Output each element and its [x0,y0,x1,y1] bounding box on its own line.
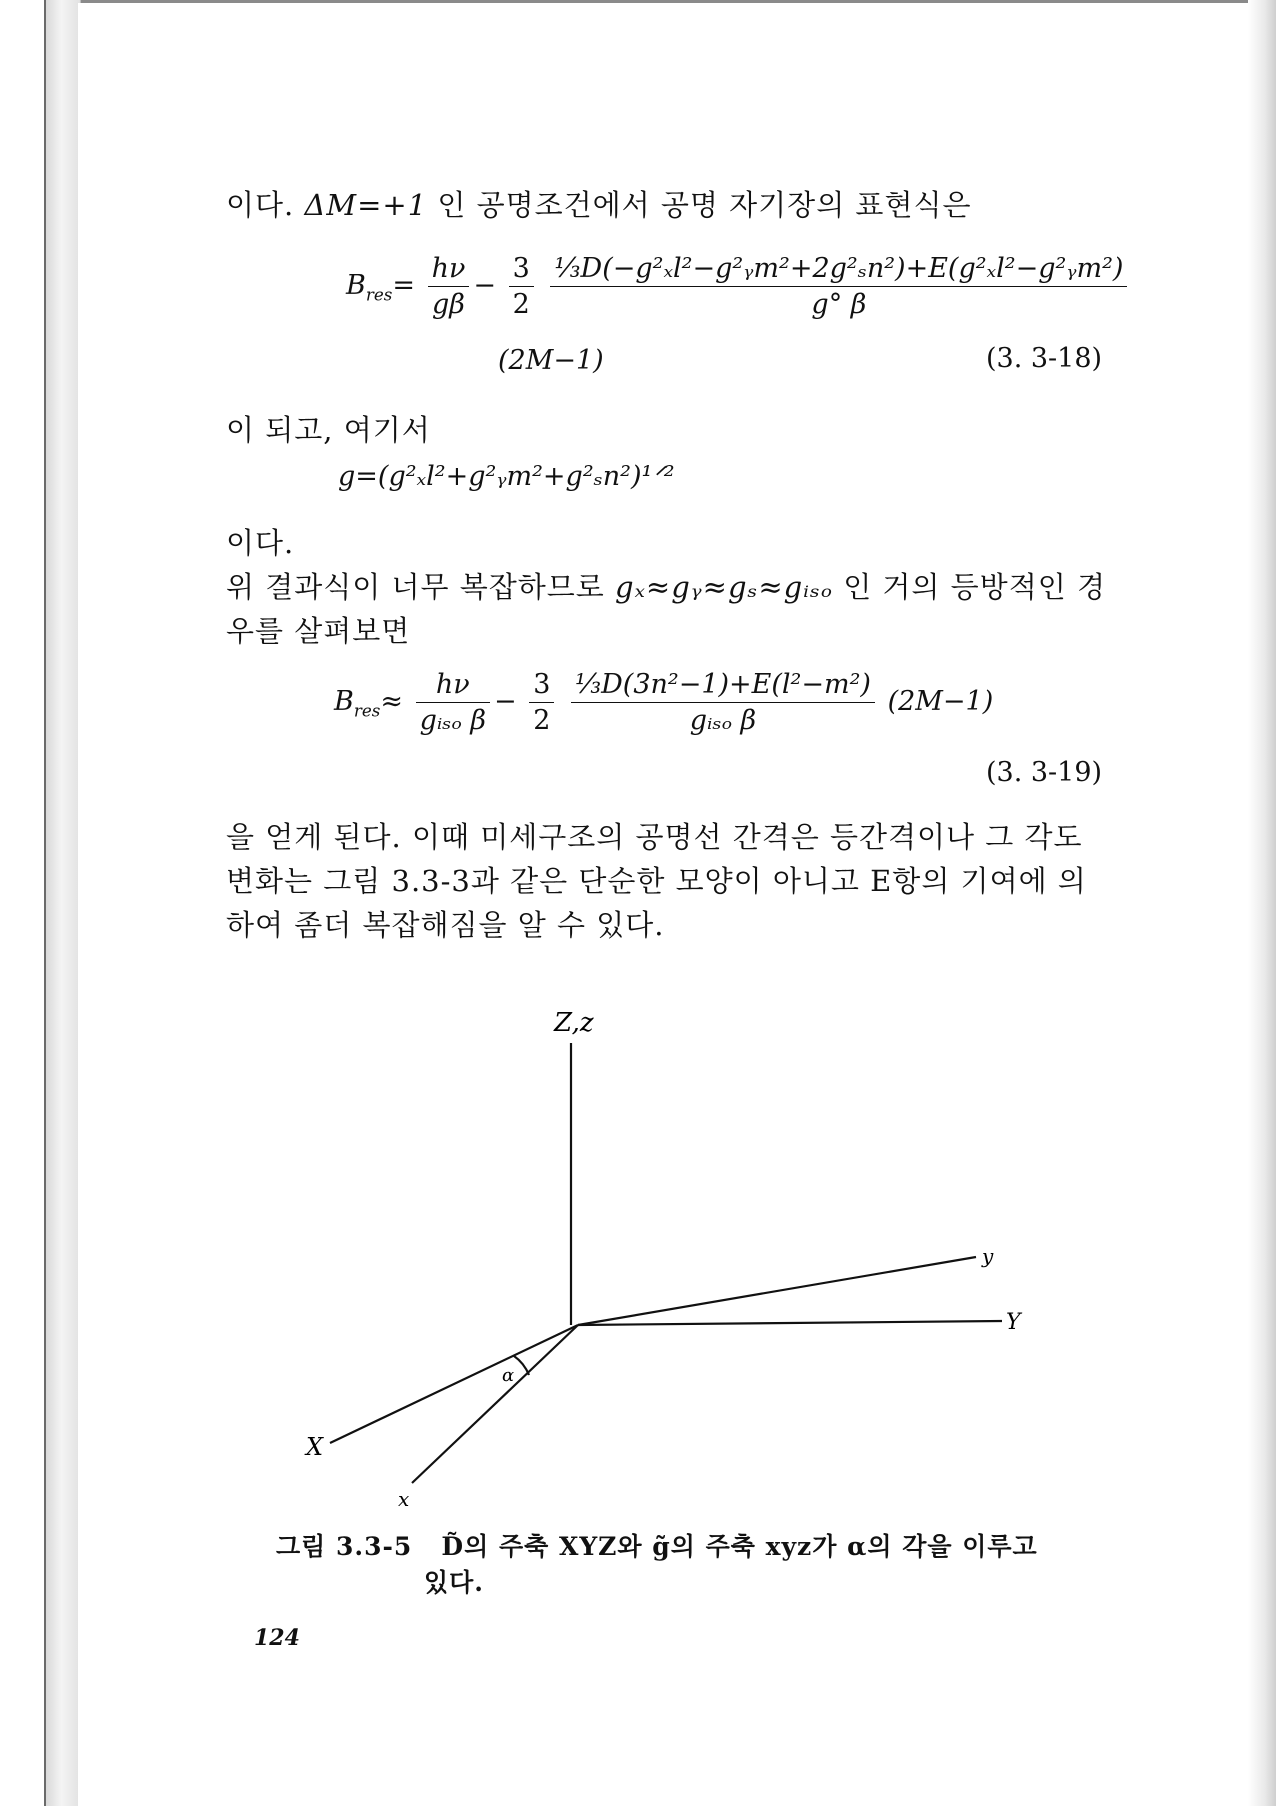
label-Y: Y [1006,1310,1021,1335]
y-axis-line [578,1257,976,1325]
page-edge-shadow [1248,0,1276,1806]
eq18-equals: = [392,270,415,301]
label-X: X [306,1433,324,1461]
paragraph-line-3: 하여 좀더 복잡해짐을 알 수 있다. [226,908,665,942]
text-line-4-b: 인 거의 등방적인 경 [843,570,1106,604]
text-line-1-start: 이다. [226,188,295,222]
eq18-number: (3. 3-18) [986,343,1103,374]
eq18-minus: − [473,270,496,301]
figure-caption-line-2: 있다. [424,1568,485,1597]
eq18-lhs-sub: res [365,284,393,305]
eq19-number: (3. 3-19) [986,757,1103,788]
equation-g: g=(g²ₓl²+g²ᵧm²+g²ₛn²)¹ᐟ² [338,461,675,492]
eq18-frac-main: $\frac{\text{⅓D(−g²ₓl²−g²ᵧm²+2g²ₛn²)+E(g²ₓl²−g²ᵧm²)}}{g^\circ \beta}$ [550,253,1127,320]
Y-axis-line [578,1321,1002,1325]
label-alpha: α [502,1365,515,1386]
book-page [78,3,1248,1806]
isotropic-condition: gₓ≈gᵧ≈gₛ≈gᵢₛₒ [615,570,833,604]
figure-caption [276,1527,1038,1563]
label-x: x [398,1487,410,1511]
eq18-factor: (2M−1) [498,345,604,376]
figure-caption-text: D̃의 주축 XYZ와 g̃의 주축 xyz가 α의 각을 이루고 [441,1532,1038,1561]
text-line-4-a: 위 결과식이 너무 복잡하므로 [226,570,605,604]
eq19-approx: ≈ [380,686,403,717]
text-line-1-rest: 인 공명조건에서 공명 자기장의 표현식은 [437,188,972,222]
alpha-arc [514,1356,529,1375]
text-line-2: 이 되고, 여기서 [226,413,431,447]
eq19-minus: − [493,686,517,717]
eq19-lhs-sub: res [353,700,381,721]
eq19-frac-main: $\frac{\text{⅓D(3n²−1)+E(l²−m²)}}{\text{gᵢₛₒ β}}$ [571,669,875,736]
book-spine [44,0,81,1806]
text-line-5: 우를 살펴보면 [226,614,411,648]
text-line-3: 이다. [226,526,295,560]
paragraph-line-2: 변화는 그림 3.3-3과 같은 단순한 모양이 아니고 E항의 기여에 의 [226,864,1087,898]
label-y: y [982,1244,994,1268]
eq18-frac-3-2: $\frac{3}{2}$ [509,253,534,320]
label-Zz: Z,z [554,1008,594,1038]
eq19-lhs: B [334,686,354,717]
eq18-lhs: B [346,270,366,301]
eq19-frac-hv: $\frac{h\nu}{\text{gᵢₛₒ β}}$ [416,669,490,736]
paragraph-line-1: 을 얻게 된다. 이때 미세구조의 공명선 간격은 등간격이나 그 각도 [226,820,1083,854]
eq18-frac-hv: $\frac{h\nu}{g\beta}$ [428,253,470,320]
eq19-factor: (2M−1) [887,686,994,717]
page-number: 124 [254,1625,300,1651]
figure-caption-label: 그림 3.3-5 [276,1532,413,1561]
X-axis-line [330,1325,578,1443]
delta-m-condition: ΔM=+1 [304,188,428,222]
x-axis-line [412,1325,578,1483]
eq19-frac-3-2: $\frac{3}{2}$ [529,669,554,736]
